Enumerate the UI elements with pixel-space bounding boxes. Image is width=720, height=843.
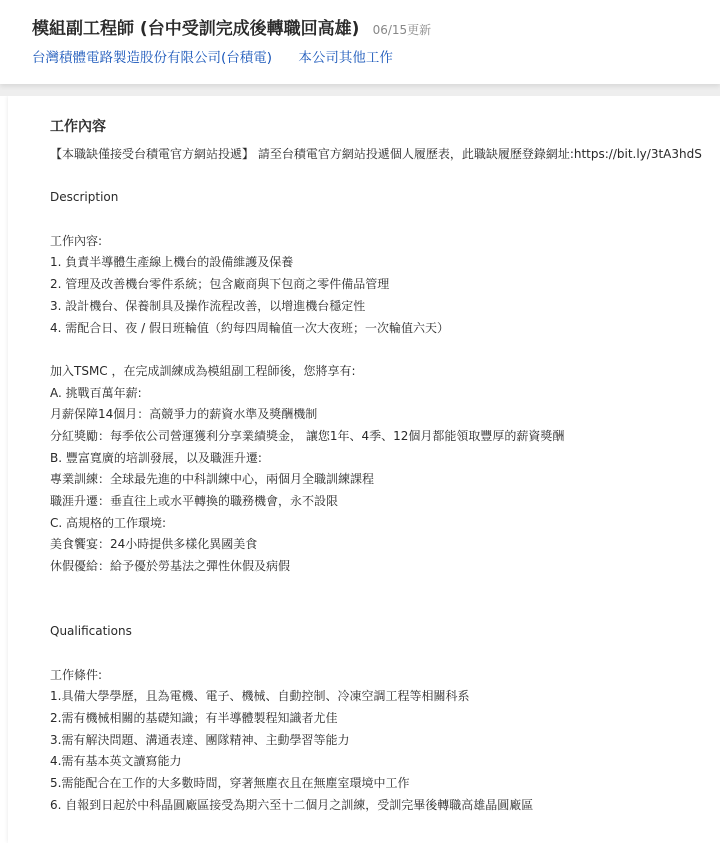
- description-line: 2.需有機械相關的基礎知識；有半導體製程知識者尤佳: [50, 710, 338, 725]
- description-line: 【本職缺僅接受台積電官方網站投遞】 請至台積電官方網站投遞個人履歷表，此職缺履歷登錄網址:https://bit.ly/3tA3hdS: [50, 147, 702, 161]
- company-name-link[interactable]: 台灣積體電路製造股份有限公司(台積電): [32, 50, 273, 66]
- blank-line: [50, 599, 720, 621]
- description-line: B. 豐富寬廣的培訓發展，以及職涯升遷:: [50, 450, 262, 465]
- other-jobs-link[interactable]: 本公司其他工作: [298, 50, 393, 66]
- description-line: 加入TSMC ，在完成訓練成為模組副工程師後，您將享有:: [50, 363, 356, 378]
- description-line: 工作內容:: [50, 233, 103, 248]
- section-title: 工作內容: [50, 119, 106, 135]
- description-line: 5.需能配合在工作的大多數時間，穿著無塵衣且在無塵室環境中工作: [50, 775, 410, 790]
- description-line: C. 高規格的工作環境:: [50, 515, 167, 530]
- description-line: 職涯升遷：垂直往上或水平轉換的職務機會，永不設限: [50, 494, 339, 508]
- description-line: 月薪保障14個月：高競爭力的薪資水準及獎酬機制: [50, 407, 318, 422]
- update-date: 06/15更新: [372, 23, 432, 37]
- description-line: 分紅獎勵：每季依公司營運獲利分享業績獎金， 讓您1年、4季、12個月都能領取豐厚的薪資獎酬: [50, 428, 565, 443]
- section-divider: [0, 84, 720, 96]
- description-line: 4. 需配合日、夜 / 假日班輪值（約每四周輪值一次大夜班；一次輪值六天）: [50, 320, 449, 335]
- description-line: 2. 管理及改善機台零件系統；包含廠商與下包商之零件備品管理: [50, 277, 390, 292]
- blank-line: [50, 209, 720, 231]
- title-row: [32, 14, 431, 39]
- description-line: 休假優給：給予優於勞基法之彈性休假及病假: [50, 559, 291, 574]
- job-description-card: [8, 96, 720, 843]
- description-line: A. 挑戰百萬年薪:: [50, 385, 142, 400]
- description-line: 1. 負責半導體生產線上機台的設備維護及保養: [50, 255, 294, 270]
- job-title: 模組副工程師 (台中受訓完成後轉職回高雄): [32, 19, 360, 39]
- description-line: Qualifications: [50, 624, 132, 639]
- description-line: 美食饗宴：24小時提供多樣化異國美食: [50, 537, 258, 552]
- description-line: 1.具備大學學歷，且為電機、電子、機械、自動控制、冷凍空調工程等相關科系: [50, 689, 470, 704]
- description-line: 工作條件:: [50, 667, 103, 682]
- job-header: [0, 0, 720, 84]
- description-line: 3.需有解決問題、溝通表達、團隊精神、主動學習等能力: [50, 732, 350, 747]
- job-description-text: [50, 144, 720, 816]
- description-line: Description: [50, 190, 119, 205]
- description-line: 3. 設計機台、保養制具及操作流程改善，以增進機台穩定性: [50, 298, 366, 313]
- description-line: 6. 自報到日起於中科晶圓廠區接受為期六至十二個月之訓練，受訓完畢後轉職高雄晶圓廠區: [50, 797, 534, 812]
- blank-line: [50, 166, 720, 188]
- blank-line: [50, 578, 720, 600]
- blank-line: [50, 643, 720, 665]
- description-line: 專業訓練：全球最先進的中科訓練中心，兩個月全職訓練課程: [50, 472, 375, 487]
- company-row: [32, 46, 393, 66]
- description-line: 4.需有基本英文讀寫能力: [50, 754, 182, 769]
- blank-line: [50, 339, 720, 361]
